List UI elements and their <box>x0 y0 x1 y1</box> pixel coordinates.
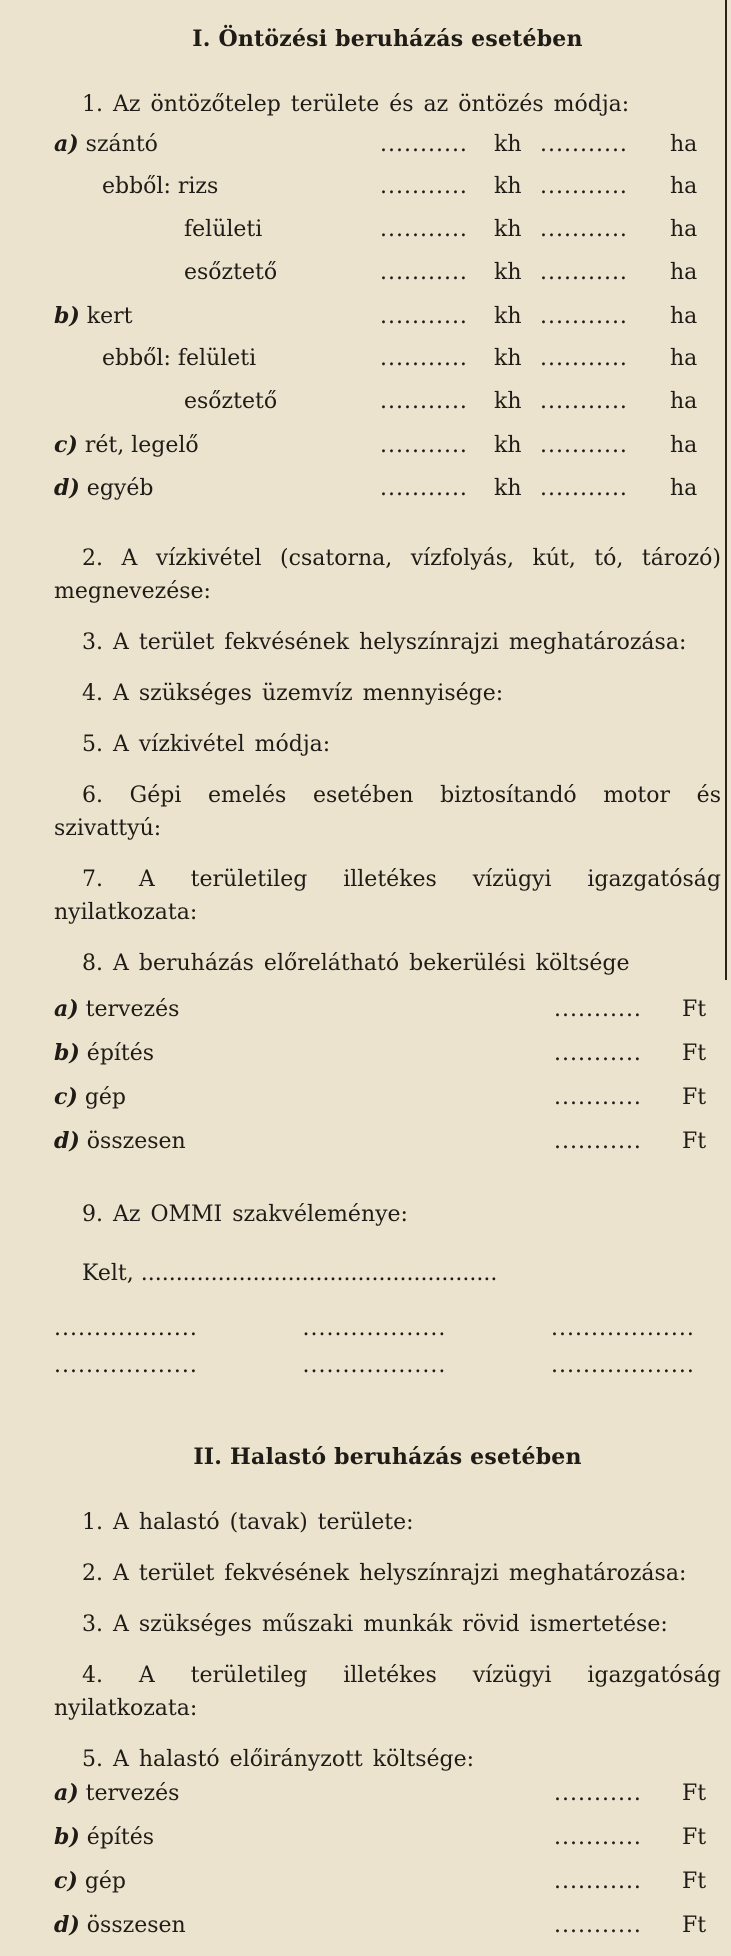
unit-kh: kh <box>494 174 522 199</box>
signature-dots: .................. <box>551 1316 695 1341</box>
unit-ha: ha <box>670 304 698 329</box>
signature-row-2 <box>54 1353 721 1378</box>
cost-row <box>54 1912 721 1956</box>
area-row-letter: d) <box>54 475 80 501</box>
unit-ft: Ft <box>682 1869 707 1894</box>
cost-row-text: gép <box>84 1085 126 1110</box>
signature-dots: .................. <box>54 1353 198 1378</box>
section1-item7: 7. A területileg illetékes vízügyi igazgatóság nyilatkozata: <box>54 867 721 925</box>
area-row-label <box>54 389 380 414</box>
cost-row <box>54 1084 721 1128</box>
area-row <box>54 260 721 303</box>
area-row-label <box>54 260 380 285</box>
cost-row-letter: a) <box>54 1780 79 1806</box>
unit-ha: ha <box>670 260 698 285</box>
section1-item2: 2. A vízkivétel (csatorna, vízfolyás, kút, tó, tározó) megnevezése: <box>54 546 721 604</box>
cost-row-letter: c) <box>54 1868 78 1894</box>
kh-fill-dots: ........... <box>380 433 468 458</box>
ha-fill-dots: ........... <box>540 260 628 285</box>
cost-table-2 <box>54 1780 721 1956</box>
area-row-text: szántó <box>85 132 158 157</box>
unit-kh: kh <box>494 433 522 458</box>
area-row <box>54 346 721 389</box>
unit-kh: kh <box>494 304 522 329</box>
area-row-text: ebből: rizs <box>102 174 219 199</box>
area-table <box>54 131 721 518</box>
area-row-label <box>54 346 380 371</box>
cost-row-text: építés <box>86 1825 155 1850</box>
area-row <box>54 475 721 518</box>
cost-table-1 <box>54 996 721 1172</box>
signature-dots: .................. <box>54 1316 198 1341</box>
unit-kh: kh <box>494 346 522 371</box>
ha-fill-dots: ........... <box>540 476 628 501</box>
page-edge-line <box>725 0 727 980</box>
unit-ha: ha <box>670 174 698 199</box>
signature-row-1 <box>54 1316 721 1341</box>
unit-ft: Ft <box>682 1085 707 1110</box>
section2-heading: II. Halastó beruházás esetében <box>193 1444 582 1470</box>
cost-row <box>54 1780 721 1824</box>
kh-fill-dots: ........... <box>380 132 468 157</box>
unit-ha: ha <box>670 389 698 414</box>
cost-fill-dots: ........... <box>554 1913 642 1938</box>
area-row-label <box>54 303 380 329</box>
unit-ft: Ft <box>682 1041 707 1066</box>
area-row-text: rét, legelő <box>84 433 199 458</box>
area-row-letter: a) <box>54 131 79 157</box>
section2-item4: 4. A területileg illetékes vízügyi igazgatóság nyilatkozata: <box>54 1663 721 1721</box>
unit-ft: Ft <box>682 997 707 1022</box>
section1-item5: 5. A vízkivétel módja: <box>82 732 331 757</box>
cost-row-label <box>54 1084 554 1110</box>
cost-row <box>54 1824 721 1868</box>
ha-fill-dots: ........... <box>540 174 628 199</box>
ha-fill-dots: ........... <box>540 346 628 371</box>
area-row-label <box>54 131 380 157</box>
section1-item6: 6. Gépi emelés esetében biztosítandó motor és szivattyú: <box>54 783 721 841</box>
kh-fill-dots: ........... <box>380 217 468 242</box>
ha-fill-dots: ........... <box>540 304 628 329</box>
signature-dots: .................. <box>302 1316 447 1341</box>
kh-fill-dots: ........... <box>380 260 468 285</box>
cost-row-letter: b) <box>54 1040 80 1066</box>
area-row-text: egyéb <box>86 476 154 501</box>
section1-heading: I. Öntözési beruházás esetében <box>192 26 583 52</box>
unit-ft: Ft <box>682 1781 707 1806</box>
cost-row <box>54 996 721 1040</box>
area-row-letter: b) <box>54 303 80 329</box>
cost-row <box>54 1128 721 1172</box>
area-row-text: kert <box>86 304 133 329</box>
unit-ha: ha <box>670 132 698 157</box>
kelt-line: Kelt, ................................................... <box>82 1261 498 1286</box>
cost-row-label <box>54 996 554 1022</box>
area-row-label <box>54 475 380 501</box>
unit-kh: kh <box>494 389 522 414</box>
cost-row-label <box>54 1868 554 1894</box>
ha-fill-dots: ........... <box>540 389 628 414</box>
section2-item3: 3. A szükséges műszaki munkák rövid ismertetése: <box>82 1612 668 1637</box>
cost-row <box>54 1040 721 1084</box>
cost-row-letter: b) <box>54 1824 80 1850</box>
cost-row-text: tervezés <box>85 1781 180 1806</box>
cost-row-label <box>54 1912 554 1938</box>
section1-item3: 3. A terület fekvésének helyszínrajzi meghatározása: <box>82 630 687 655</box>
cost-row-letter: a) <box>54 996 79 1022</box>
area-row <box>54 432 721 475</box>
kh-fill-dots: ........... <box>380 476 468 501</box>
cost-row-text: gép <box>84 1869 126 1894</box>
unit-ft: Ft <box>682 1913 707 1938</box>
section1-item9: 9. Az OMMI szakvéleménye: <box>82 1202 408 1227</box>
cost-row-label <box>54 1040 554 1066</box>
unit-kh: kh <box>494 217 522 242</box>
ha-fill-dots: ........... <box>540 132 628 157</box>
section1-item1: 1. Az öntözőtelep területe és az öntözés módja: <box>82 92 630 117</box>
cost-row-label <box>54 1128 554 1154</box>
unit-kh: kh <box>494 260 522 285</box>
cost-row-label <box>54 1824 554 1850</box>
area-row <box>54 174 721 217</box>
area-row-text: felületi <box>184 217 263 242</box>
section1-item8: 8. A beruházás előrelátható bekerülési költsége <box>82 951 630 976</box>
unit-ha: ha <box>670 217 698 242</box>
area-row <box>54 389 721 432</box>
unit-kh: kh <box>494 132 522 157</box>
cost-fill-dots: ........... <box>554 997 642 1022</box>
cost-fill-dots: ........... <box>554 1781 642 1806</box>
area-row-label <box>54 432 380 458</box>
cost-row <box>54 1868 721 1912</box>
cost-row-letter: c) <box>54 1084 78 1110</box>
kh-fill-dots: ........... <box>380 389 468 414</box>
section2-item2: 2. A terület fekvésének helyszínrajzi meghatározása: <box>82 1561 687 1586</box>
area-row-label <box>54 217 380 242</box>
section2-item1: 1. A halastó (tavak) területe: <box>82 1510 414 1535</box>
cost-row-text: építés <box>86 1041 155 1066</box>
ha-fill-dots: ........... <box>540 433 628 458</box>
section1-item4: 4. A szükséges üzemvíz mennyisége: <box>82 681 504 706</box>
cost-row-letter: d) <box>54 1128 80 1154</box>
section2-item5: 5. A halastó előirányzott költsége: <box>82 1747 475 1772</box>
cost-row-text: összesen <box>86 1129 186 1154</box>
area-row-text: esőztető <box>184 389 278 414</box>
unit-ha: ha <box>670 346 698 371</box>
cost-row-text: tervezés <box>85 997 180 1022</box>
kh-fill-dots: ........... <box>380 174 468 199</box>
area-row-text: ebből: felületi <box>102 346 257 371</box>
signature-dots: .................. <box>551 1353 695 1378</box>
cost-fill-dots: ........... <box>554 1825 642 1850</box>
area-row <box>54 303 721 346</box>
cost-fill-dots: ........... <box>554 1869 642 1894</box>
unit-ha: ha <box>670 476 698 501</box>
unit-kh: kh <box>494 476 522 501</box>
signature-dots: .................. <box>302 1353 447 1378</box>
unit-ha: ha <box>670 433 698 458</box>
cost-fill-dots: ........... <box>554 1041 642 1066</box>
ha-fill-dots: ........... <box>540 217 628 242</box>
cost-row-text: összesen <box>86 1913 186 1938</box>
unit-ft: Ft <box>682 1825 707 1850</box>
cost-fill-dots: ........... <box>554 1129 642 1154</box>
kh-fill-dots: ........... <box>380 304 468 329</box>
cost-row-label <box>54 1780 554 1806</box>
unit-ft: Ft <box>682 1129 707 1154</box>
area-row-letter: c) <box>54 432 78 458</box>
area-row-label <box>54 174 380 199</box>
area-row-text: esőztető <box>184 260 278 285</box>
kh-fill-dots: ........... <box>380 346 468 371</box>
cost-fill-dots: ........... <box>554 1085 642 1110</box>
area-row <box>54 217 721 260</box>
area-row <box>54 131 721 174</box>
cost-row-letter: d) <box>54 1912 80 1938</box>
